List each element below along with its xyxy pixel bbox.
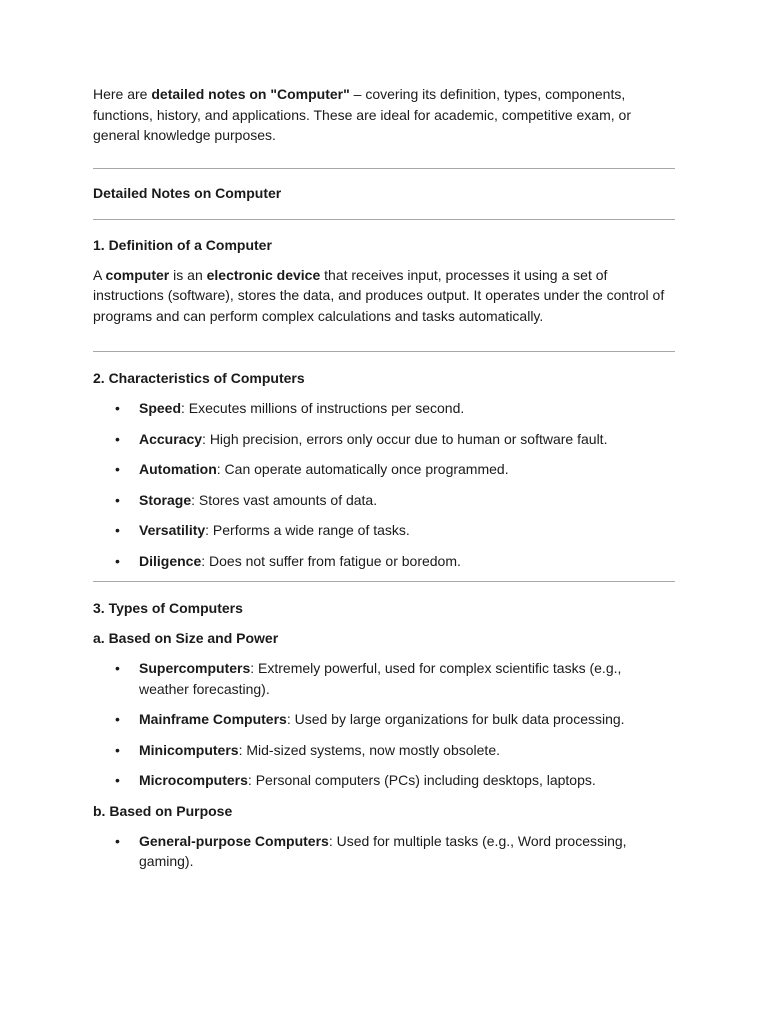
types-heading: 3. Types of Computers (93, 600, 243, 616)
bullet-icon: • (115, 522, 120, 538)
item-desc: : Can operate automatically once programmed. (216, 461, 509, 477)
item-term: Storage (139, 491, 192, 508)
definition-text (93, 265, 675, 327)
characteristics-heading: 2. Characteristics of Computers (93, 370, 305, 386)
definition-bold1: computer (105, 266, 170, 283)
item-term: Diligence (139, 552, 202, 569)
item-desc: : Personal computers (PCs) including desktops, laptops. (247, 772, 596, 788)
item-term: Accuracy (139, 430, 203, 447)
bullet-icon: • (115, 400, 120, 416)
bullet-icon: • (115, 711, 120, 727)
item-term: Speed (139, 400, 182, 416)
purpose-list (93, 831, 675, 872)
characteristics-list (93, 398, 675, 571)
item-desc: : Used by large organizations for bulk data processing. (286, 711, 625, 727)
bullet-icon: • (115, 461, 120, 477)
purpose-subheading: b. Based on Purpose (93, 802, 233, 819)
list-item (93, 740, 675, 761)
item-term: Versatility (139, 522, 206, 538)
bullet-icon: • (115, 772, 120, 788)
list-item (93, 770, 675, 791)
intro-suffix: – covering its definition, types, components, functions, history, and applications. These are ideal for academic, competitive exam, or general knowledge purposes. (93, 86, 631, 143)
item-desc: : High precision, errors only occur due to human or software fault. (202, 430, 608, 447)
item-desc: : Does not suffer from fatigue or boredom. (201, 552, 461, 569)
item-term: Mainframe Computers (139, 711, 287, 727)
list-item (93, 658, 675, 699)
definition-part3: that receives input, processes it using a set of instructions (software), stores the data, and produces output. It operates under the control of programs and can perform complex calculations and tasks automatically. (93, 266, 665, 324)
bullet-icon: • (115, 741, 120, 758)
list-item (93, 551, 675, 572)
bullet-icon: • (115, 552, 120, 569)
item-term: Automation (139, 461, 217, 477)
intro-prefix: Here are (93, 86, 152, 102)
definition-bold2: electronic device (206, 266, 321, 283)
item-desc: : Mid-sized systems, now mostly obsolete. (238, 741, 500, 758)
bullet-icon: • (115, 430, 120, 447)
intro-paragraph (93, 84, 675, 146)
bullet-icon: • (115, 491, 120, 508)
item-term: Supercomputers (139, 660, 251, 676)
size-subheading: a. Based on Size and Power (93, 630, 279, 646)
doc-title-block (93, 169, 675, 219)
item-term: Microcomputers (139, 772, 248, 788)
bullet-icon: • (115, 832, 120, 849)
item-desc: : Performs a wide range of tasks. (205, 522, 410, 538)
list-item (93, 520, 675, 541)
doc-title: Detailed Notes on Computer (93, 184, 282, 201)
item-term: General-purpose Computers (139, 832, 329, 849)
definition-part1: A (93, 266, 106, 283)
list-item (93, 398, 675, 419)
intro-bold: detailed notes on "Computer" (151, 86, 350, 102)
bullet-icon: • (115, 660, 120, 676)
item-desc: : Used for multiple tasks (e.g., Word processing, gaming). (139, 832, 627, 869)
item-desc: : Stores vast amounts of data. (191, 491, 378, 508)
item-term: Minicomputers (139, 741, 239, 758)
list-item (93, 490, 675, 511)
list-item (93, 709, 675, 730)
list-item (93, 831, 675, 872)
size-list (93, 658, 675, 791)
definition-part2: is an (169, 266, 207, 283)
definition-heading: 1. Definition of a Computer (93, 236, 272, 253)
item-desc: : Extremely powerful, used for complex scientific tasks (e.g., weather forecasting). (139, 660, 622, 697)
item-desc: : Executes millions of instructions per second. (181, 400, 465, 416)
list-item (93, 459, 675, 480)
list-item (93, 429, 675, 450)
